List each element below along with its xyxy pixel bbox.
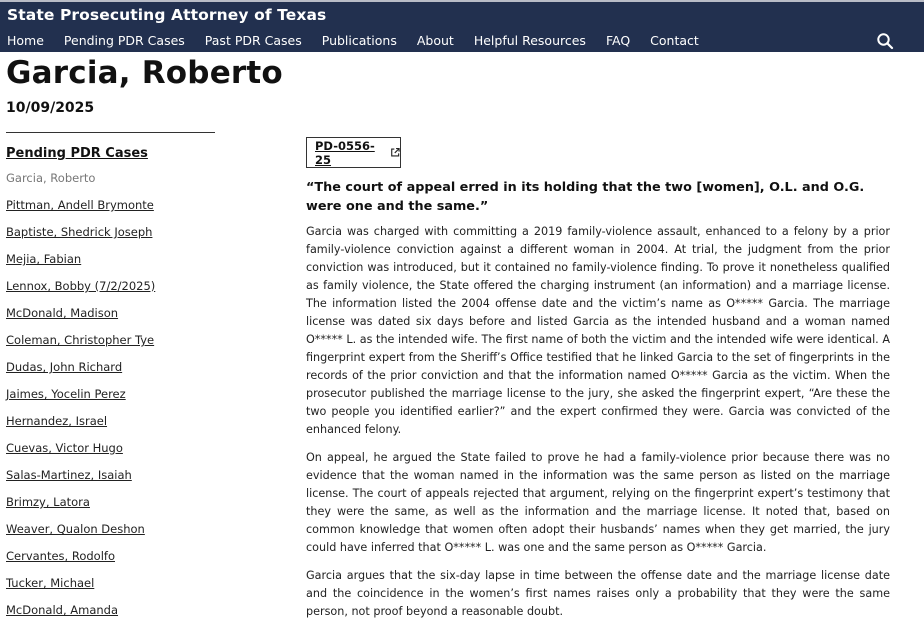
list-item (6, 522, 155, 549)
sidebar-case-link[interactable]: Cervantes, Rodolfo (6, 549, 115, 563)
nav-faq[interactable]: FAQ (605, 33, 631, 48)
sidebar-case-link[interactable]: Weaver, Qualon Deshon (6, 522, 145, 536)
site-header (0, 0, 924, 52)
list-item (6, 387, 155, 414)
nav-about[interactable]: About (416, 33, 454, 48)
sidebar-case-link[interactable]: McDonald, Madison (6, 306, 119, 320)
list-item (6, 252, 155, 279)
sidebar-heading-pending-pdr-cases[interactable]: Pending PDR Cases (6, 146, 148, 161)
list-item (6, 225, 155, 252)
case-summary-paragraph-1: Garcia was charged with committing a 2019 family-violence assault, enhanced to a felony by a prior family-violence conviction against a different woman in 2004. At trial, the judgment from the prior conviction was introduced, but it contained no family-violence finding. To prove it nonetheless qualified as family violence, the State offered the charging instrument (an information) and a marriage license. The information listed the 2004 offense date and the victim’s name as O***** Garcia. The marriage license was dated six days before and listed Garcia as the intended husband and a woman named O***** L. as the intended wife. The first name of both the victim and the intended wife were identical. A fingerprint expert from the Sheriff’s Office testified that he linked Garcia to the set of fingerprints in the records of the prior conviction and that the information named O***** Garcia as the victim. When the prosecutor published the marriage license to the jury, she asked the fingerprint expert, “Are these the two people you identified earlier?” and the expert confirmed they were. Garcia was convicted of the enhanced felony. (306, 225, 890, 436)
sidebar-case-link[interactable]: Baptiste, Shedrick Joseph (6, 225, 153, 239)
sidebar-divider (6, 132, 215, 133)
list-item (6, 333, 155, 360)
sidebar-case-list (6, 171, 155, 624)
sidebar-case-link[interactable]: Hernandez, Israel (6, 414, 108, 428)
sidebar-case-link[interactable]: Tucker, Michael (6, 576, 95, 590)
search-icon[interactable] (876, 32, 894, 50)
sidebar-case-link[interactable]: McDonald, Amanda (6, 603, 119, 617)
case-number: PD-0556-25 (315, 138, 375, 167)
external-link-icon (390, 147, 400, 158)
page-title: Garcia, Roberto (6, 55, 283, 91)
list-item (6, 441, 155, 468)
nav-pending-pdr-cases[interactable]: Pending PDR Cases (63, 33, 185, 48)
sidebar-case-link[interactable]: Coleman, Christopher Tye (6, 333, 155, 347)
list-item (6, 279, 155, 306)
case-number-link[interactable] (306, 137, 401, 168)
sidebar-case-link[interactable]: Dudas, John Richard (6, 360, 123, 374)
nav-past-pdr-cases[interactable]: Past PDR Cases (204, 33, 302, 48)
page-date: 10/09/2025 (6, 100, 95, 116)
list-item (6, 414, 155, 441)
sidebar-case-link[interactable]: Mejia, Fabian (6, 252, 82, 266)
sidebar-item-current (6, 171, 155, 198)
nav-publications[interactable]: Publications (321, 33, 397, 48)
issue-statement: “The court of appeal erred in its holding that the two [women], O.L. and O.G. were one and the same.” (306, 180, 865, 214)
sidebar-case-link[interactable]: Lennox, Bobby (7/2/2025) (6, 279, 156, 293)
list-item (6, 576, 155, 603)
sidebar-case-link[interactable]: Cuevas, Victor Hugo (6, 441, 123, 455)
list-item (6, 468, 155, 495)
main-nav (7, 33, 719, 48)
nav-home[interactable]: Home (7, 33, 44, 48)
sidebar-case-link[interactable]: Salas-Martinez, Isaiah (6, 468, 132, 482)
list-item (6, 198, 155, 225)
list-item (6, 306, 155, 333)
nav-helpful-resources[interactable]: Helpful Resources (473, 33, 586, 48)
list-item (6, 549, 155, 576)
sidebar-item-label: Garcia, Roberto (6, 171, 96, 185)
sidebar-case-link[interactable]: Brimzy, Latora (6, 495, 90, 509)
case-summary-paragraph-2: On appeal, he argued the State failed to prove he had a family-violence prior because there was no evidence that the woman named in the information was the same person as listed on the marriage license. The court of appeals rejected that argument, relying on the fingerprint expert’s testimony that they were the same, as well as the information and the marriage license. It noted that, based on common knowledge that women often adopt their husbands’ names when they get married, the jury could have inferred that O***** L. was one and the same person as O***** Garcia. (306, 451, 890, 554)
list-item (6, 495, 155, 522)
nav-contact[interactable]: Contact (650, 33, 699, 48)
sidebar-case-link[interactable]: Jaimes, Yocelin Perez (6, 387, 126, 401)
case-summary-paragraph-3: Garcia argues that the six-day lapse in time between the offense date and the marriage license date and the coincidence in the women’s first names raises only a probability that they were the same person, not proof beyond a reasonable doubt. (306, 569, 890, 618)
site-title[interactable]: State Prosecuting Attorney of Texas (7, 6, 327, 24)
list-item (6, 360, 155, 387)
list-item (6, 603, 155, 624)
sidebar-case-link[interactable]: Pittman, Andell Brymonte (6, 198, 154, 212)
